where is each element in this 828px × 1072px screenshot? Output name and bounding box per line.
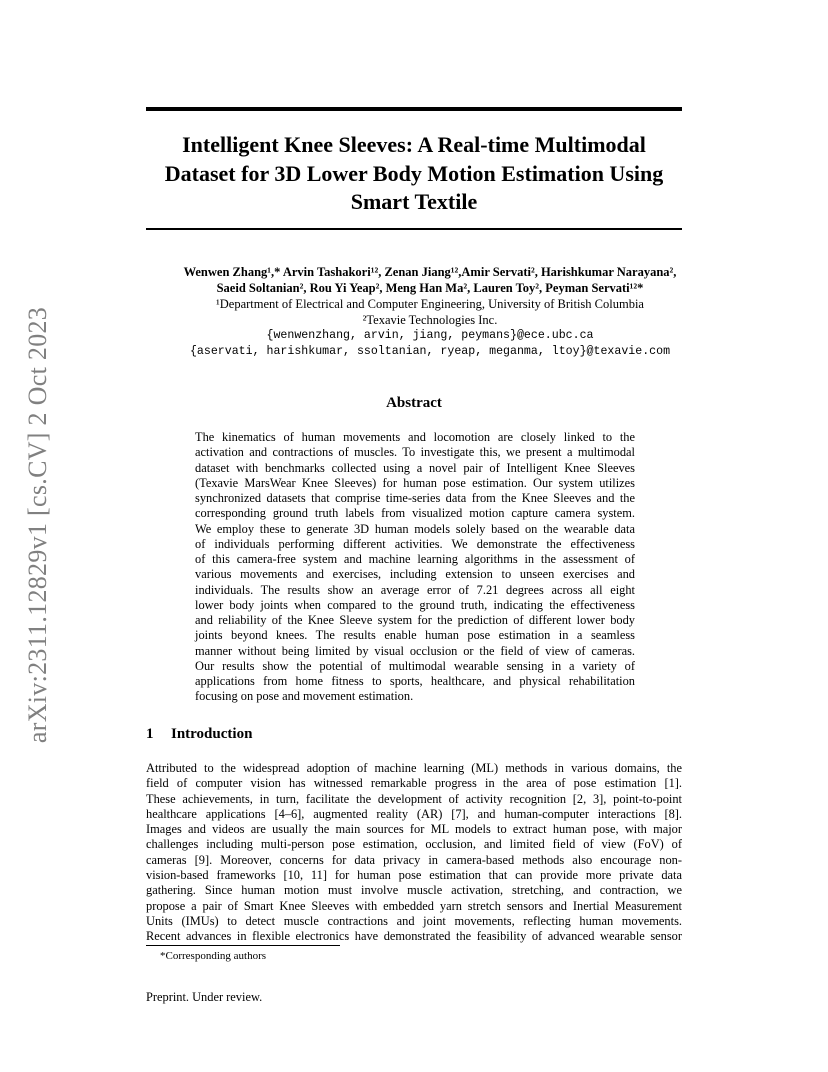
author-names-line: Saeid Soltanian², Rou Yi Yeap², Meng Han Ma², Lauren Toy², Peyman Servati¹²* bbox=[216, 281, 644, 295]
footnote-rule bbox=[146, 945, 340, 946]
abstract-line: We employ these to generate 3D human models solely based on the wearable data bbox=[195, 521, 635, 536]
body-line: gathering. Since human motion must involve muscle activation, stretching, and contraction, we bbox=[146, 883, 682, 898]
title-line: Intelligent Knee Sleeves: A Real-time Multimodal bbox=[182, 132, 646, 157]
abstract-line: of individuals performing different activities. We demonstrate the effectiveness bbox=[195, 536, 635, 551]
preprint-note: Preprint. Under review. bbox=[146, 990, 263, 1004]
title-line: Smart Textile bbox=[350, 189, 478, 214]
body-line: Units (IMUs) to detect muscle contractions and joint movements, reflecting human movements. bbox=[146, 913, 682, 928]
abstract-line: activation and contractions of muscles. To investigate this, we present a multimodal bbox=[195, 445, 635, 460]
paper-title bbox=[146, 131, 682, 217]
abstract-line: focusing on pose and movement estimation. bbox=[195, 689, 414, 704]
abstract-line: applications from home fitness to sports, healthcare, and physical rehabilitation bbox=[195, 674, 635, 688]
introduction-body bbox=[146, 761, 682, 945]
abstract-line: manner without being limited by visual occlusion or the field of view of cameras. bbox=[195, 643, 635, 658]
abstract-line: lower body joints when compared to the ground truth, indicating the effectiveness bbox=[195, 597, 635, 612]
section-number: 1 bbox=[146, 726, 154, 742]
body-line: healthcare applications [4–6], augmented reality (AR) [7], and human-computer interactions [8]. bbox=[146, 806, 682, 821]
abstract-line: and reliability of the Knee Sleeve system for the prediction of different lower body bbox=[195, 613, 635, 627]
body-line: Recent advances in flexible electronics have demonstrated the feasibility of advanced wearable sensor bbox=[146, 929, 682, 944]
affiliation-line: ²Texavie Technologies Inc. bbox=[362, 313, 498, 327]
body-line: propose a pair of Smart Knee Sleeves with embedded yarn stretch sensors and Inertial Measurement bbox=[146, 898, 682, 913]
abstract-line: synchronized datasets that comprise time-series data from the Knee Sleeves and the bbox=[195, 491, 635, 505]
title-top-rule bbox=[146, 107, 682, 111]
abstract-line: Our results show the potential of multimodal wearable sensing in a variety of bbox=[195, 658, 635, 673]
abstract-line: corresponding ground truth labels from visualized motion capture camera system. bbox=[195, 506, 635, 521]
section-title: Introduction bbox=[171, 726, 253, 742]
email-line: {aservati, harishkumar, ssoltanian, ryeap, meganma, ltoy}@texavie.com bbox=[189, 345, 671, 358]
abstract-line: of this camera-free system and machine learning algorithms in the assessment of bbox=[195, 552, 635, 566]
body-line: vision-based frameworks [10, 11] for human pose estimation that can provide more private data bbox=[146, 868, 682, 883]
author-block bbox=[130, 264, 730, 360]
abstract-line: various movements and exercises, including extension to unseen exercises and bbox=[195, 567, 635, 582]
abstract-line: individuals. The results show an average error of 7.21 degrees across all eight bbox=[195, 582, 635, 597]
arxiv-identifier-text: arXiv:2311.12829v1 [cs.CV] 2 Oct 2023 bbox=[23, 306, 52, 744]
abstract-line: The kinematics of human movements and locomotion are closely linked to the bbox=[195, 430, 635, 444]
body-line: challenges including multi-person pose estimation, occlusion, and limited field of view (FoV) of bbox=[146, 837, 682, 852]
title-line: Dataset for 3D Lower Body Motion Estimation Using bbox=[164, 160, 664, 186]
body-line: cameras [9]. Moreover, concerns for data privacy in camera-based methods also encourage non- bbox=[146, 852, 682, 867]
abstract-heading: Abstract bbox=[386, 395, 442, 411]
abstract-body bbox=[195, 430, 635, 705]
abstract-line: (Texavie MarsWear Knee Sleeves) for human pose estimation. Our system utilizes bbox=[195, 475, 635, 490]
title-bottom-rule bbox=[146, 228, 682, 230]
body-line: These achievements, in turn, facilitate the development of activity recognition [2, 3], point-to-point bbox=[146, 791, 682, 806]
body-line: Attributed to the widespread adoption of machine learning (ML) methods in various domains, the bbox=[146, 761, 682, 775]
author-names-line: Wenwen Zhang¹,* Arvin Tashakori¹², Zenan Jiang¹²,Amir Servati², Harishkumar Narayana², bbox=[183, 265, 677, 279]
affiliation-line: ¹Department of Electrical and Computer Engineering, University of British Columbia bbox=[216, 297, 644, 311]
section-heading-introduction bbox=[146, 726, 252, 743]
email-line: {wenwenzhang, arvin, jiang, peymans}@ece.ubc.ca bbox=[266, 329, 594, 342]
body-line: Images and videos are usually the main sources for ML models to extract human pose, with major bbox=[146, 822, 682, 837]
abstract-line: joints beyond knees. The results enable human pose estimation in a seamless bbox=[195, 628, 635, 643]
abstract-line: dataset with benchmarks collected using a novel pair of Intelligent Knee Sleeves bbox=[195, 460, 635, 475]
footnote-corresponding-authors: *Corresponding authors bbox=[160, 950, 267, 962]
body-line: field of computer vision has witnessed remarkable progress in the area of pose estimation [1]. bbox=[146, 776, 682, 791]
